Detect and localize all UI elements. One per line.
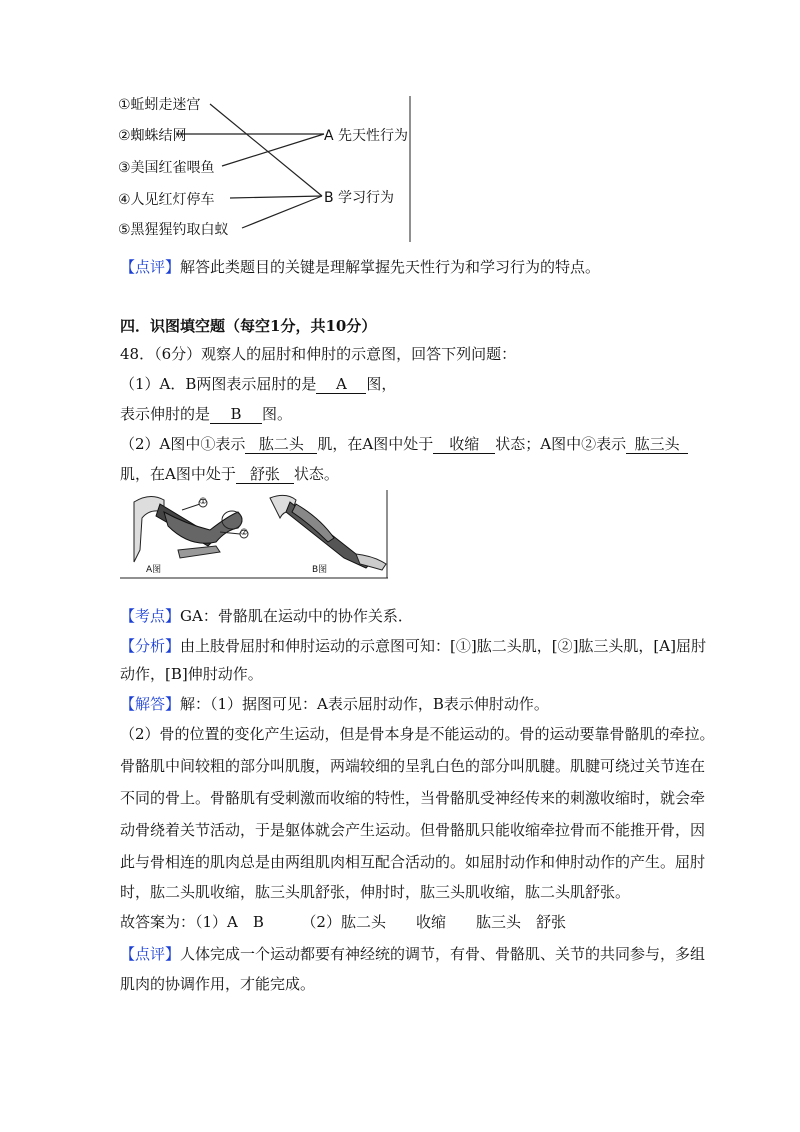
left-item-4: ④人见红灯停车 [118, 192, 215, 208]
jieda-line-6: 此与骨相连的肌肉总是由两组肌肉相互配合活动的。如屈肘动作和伸肘动作的产生。屈肘 [120, 853, 706, 871]
q2-mid-1: 肌，在A图中处于 [317, 435, 434, 453]
right-item-a: A 先天性行为 [324, 128, 409, 144]
left-item-2: ②蜘蛛结网 [118, 128, 187, 144]
comment-text: 解答此类题目的关键是理解掌握先天性行为和学习行为的特点。 [180, 258, 601, 276]
section-title: 四．识图填空题（每空1分，共10分） [120, 317, 377, 335]
right-item-b: B 学习行为 [324, 190, 395, 206]
kaodian-tag: 【考点】 [120, 607, 181, 625]
q1-prefix: （1）A．B两图表示屈肘的是 [120, 375, 317, 393]
q1b-answer: B [210, 405, 262, 424]
q2-mid-2: 状态；A图中②表示 [495, 435, 627, 453]
fenxi-text-1: 由上肢骨屈肘和伸肘运动的示意图可知：[①]肱二头肌，[②]肱三头肌，[A]屈肘 [180, 637, 706, 655]
figure-label-a: A图 [146, 565, 162, 575]
q2-answer-3: 肱三头 [626, 435, 688, 454]
q2-answer-2: 收缩 [433, 435, 495, 454]
q2b-answer: 舒张 [236, 465, 294, 484]
matching-diagram [112, 92, 412, 244]
jieda-line-7: 时，肱二头肌收缩，肱三头肌舒张，伸肘时，肱三头肌收缩，肱二头肌舒张。 [120, 883, 631, 901]
fenxi-line-1 [120, 636, 706, 656]
question-intro: 48．（6分）观察人的屈肘和伸肘的示意图，回答下列问题： [120, 345, 517, 363]
figure-label-b: B图 [312, 565, 328, 575]
jieda-text-1: 解：（1）据图可见：A表示屈肘动作，B表示伸肘动作。 [180, 695, 549, 713]
comment-2-line-2: 肌肉的协调作用，才能完成。 [120, 975, 316, 993]
jieda-line-3: 骨骼肌中间较粗的部分叫肌腹，两端较细的呈乳白色的部分叫肌腱。肌腱可绕过关节连在 [120, 757, 706, 775]
comment-2-tag: 【点评】 [120, 945, 181, 963]
comment-tag: 【点评】 [120, 258, 181, 276]
q2b-prefix: 肌，在A图中处于 [120, 465, 236, 483]
kaodian [120, 606, 413, 626]
q1b-prefix: 表示伸肘的是 [120, 405, 211, 423]
jieda-line-1 [120, 694, 549, 714]
question-1a [120, 374, 396, 394]
q1-answer: A [316, 375, 366, 394]
q2-prefix: （2）A图中①表示 [120, 435, 246, 453]
answer-line: 故答案为：（1）A B （2）肱二头 收缩 肱三头 舒张 [120, 913, 566, 931]
mark-2: ② [240, 528, 249, 538]
comment-2-text-1: 人体完成一个运动都要有神经统的调节，有骨、骨骼肌、关节的共同参与，多组 [180, 945, 706, 963]
jieda-tag: 【解答】 [120, 695, 181, 713]
q1b-suffix: 图。 [262, 405, 293, 423]
left-item-1: ①蚯蚓走迷宫 [118, 97, 201, 113]
q2-answer-1: 肱二头 [245, 435, 317, 454]
elbow-figure [120, 490, 390, 580]
fenxi-line-2: 动作，[B]伸肘动作。 [120, 665, 263, 683]
fenxi-tag: 【分析】 [120, 637, 181, 655]
jieda-line-4: 不同的骨上。骨骼肌有受刺激而收缩的特性，当骨骼肌受神经传来的刺激收缩时，就会牵 [120, 789, 706, 807]
q1-suffix: 图， [366, 375, 397, 393]
question-2a [120, 434, 688, 454]
comment-1 [120, 257, 600, 277]
kaodian-text: GA：骨骼肌在运动中的协作关系． [180, 607, 413, 625]
question-1b [120, 404, 292, 424]
left-item-5: ⑤黑猩猩钓取白蚁 [118, 222, 229, 238]
mark-1: ① [199, 497, 208, 507]
q2b-suffix: 状态。 [293, 465, 339, 483]
comment-2-line-1 [120, 944, 705, 964]
left-item-3: ③美国红雀喂鱼 [118, 160, 215, 176]
jieda-line-5: 动骨绕着关节活动，于是躯体就会产生运动。但骨骼肌只能收缩牵拉骨而不能推开骨，因 [120, 821, 706, 839]
question-2b [120, 464, 339, 484]
jieda-line-2: （2）骨的位置的变化产生运动，但是骨本身是不能运动的。骨的运动要靠骨骼肌的牵拉。 [120, 725, 715, 743]
